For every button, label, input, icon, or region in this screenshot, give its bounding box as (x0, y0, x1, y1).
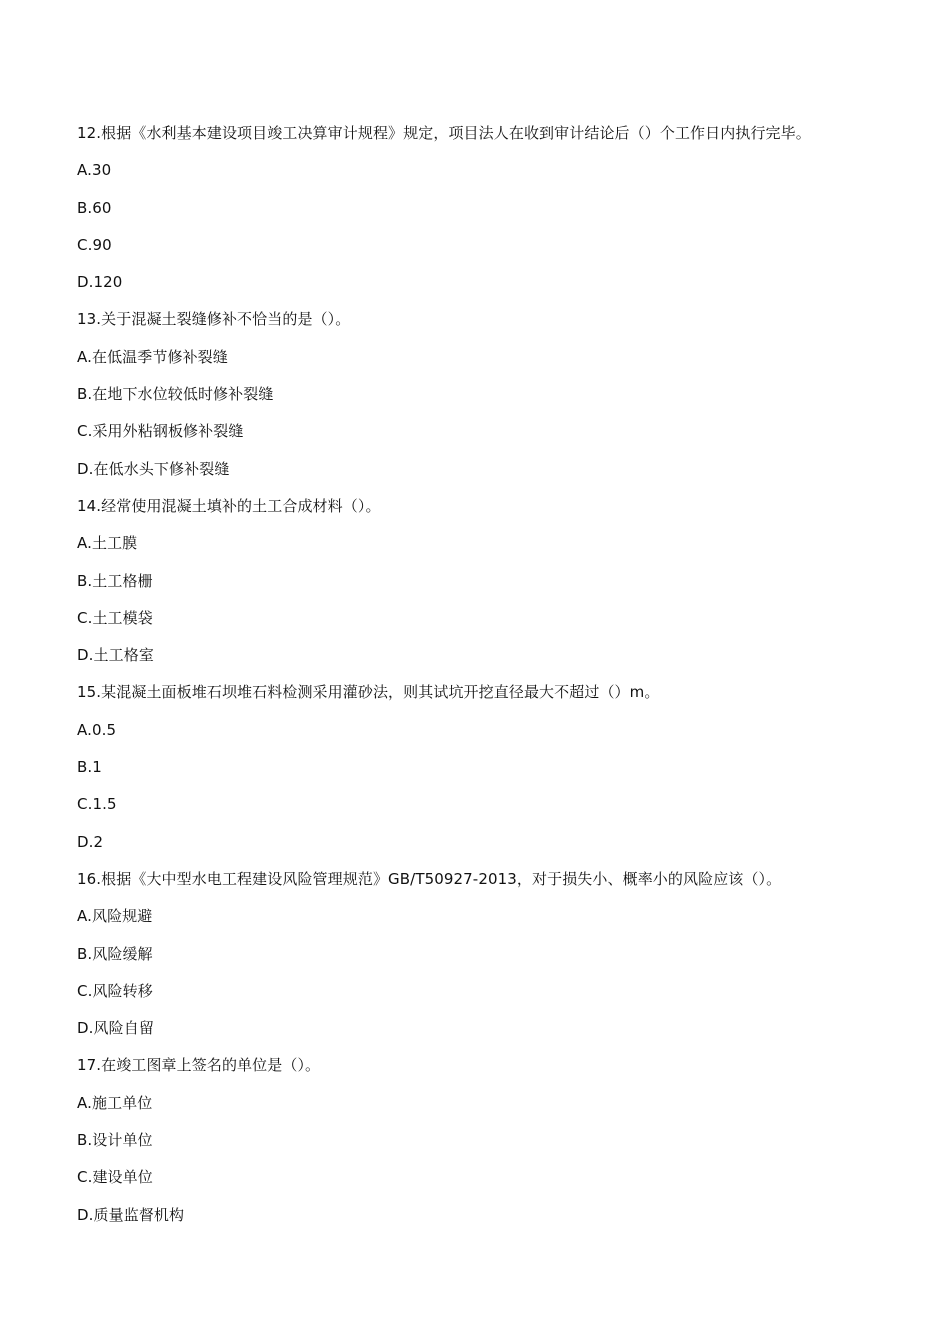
option-d: D.风险自留 (77, 1019, 154, 1038)
option-d: D.120 (77, 273, 123, 292)
option-a: A.土工膜 (77, 534, 138, 553)
question-stem: 14.经常使用混凝土填补的土工合成材料（）。 (77, 496, 381, 515)
option-c: C.建设单位 (77, 1168, 153, 1187)
question-stem: 16.根据《大中型水电工程建设风险管理规范》GB/T50927-2013，对于损失小、概率小的风险应该（）。 (77, 869, 782, 888)
option-b: B.风险缓解 (77, 944, 153, 963)
question-16 (77, 868, 937, 1054)
option-d: D.土工格室 (77, 646, 154, 665)
document-page (77, 122, 937, 1241)
option-c: C.风险转移 (77, 981, 153, 1000)
option-b: B.设计单位 (77, 1131, 153, 1150)
question-15 (77, 681, 937, 867)
question-stem: 13.关于混凝土裂缝修补不恰当的是（）。 (77, 310, 351, 329)
option-c: C.土工模袋 (77, 608, 153, 627)
question-stem: 12.根据《水利基本建设项目竣工决算审计规程》规定，项目法人在收到审计结论后（）个工作日内执行完毕。 (77, 124, 811, 142)
option-b: B.1 (77, 758, 102, 777)
question-stem: 15.某混凝土面板堆石坝堆石料检测采用灌砂法，则其试坑开挖直径最大不超过（）m。 (77, 683, 660, 702)
option-b: B.土工格栅 (77, 571, 153, 590)
option-b: B.在地下水位较低时修补裂缝 (77, 385, 274, 404)
option-c: C.90 (77, 235, 112, 254)
question-13 (77, 308, 937, 494)
option-d: D.2 (77, 832, 104, 851)
option-a: A.在低温季节修补裂缝 (77, 347, 228, 366)
question-12 (77, 122, 937, 308)
option-d: D.质量监督机构 (77, 1205, 185, 1224)
option-a: A.30 (77, 161, 112, 180)
option-c: C.1.5 (77, 795, 117, 814)
option-a: A.施工单位 (77, 1093, 153, 1112)
question-stem: 17.在竣工图章上签名的单位是（）。 (77, 1056, 321, 1075)
option-a: A.风险规避 (77, 907, 153, 926)
question-14 (77, 495, 937, 681)
option-b: B.60 (77, 198, 112, 217)
option-a: A.0.5 (77, 720, 117, 739)
option-d: D.在低水头下修补裂缝 (77, 459, 230, 478)
question-17 (77, 1054, 937, 1240)
option-c: C.采用外粘钢板修补裂缝 (77, 422, 244, 441)
